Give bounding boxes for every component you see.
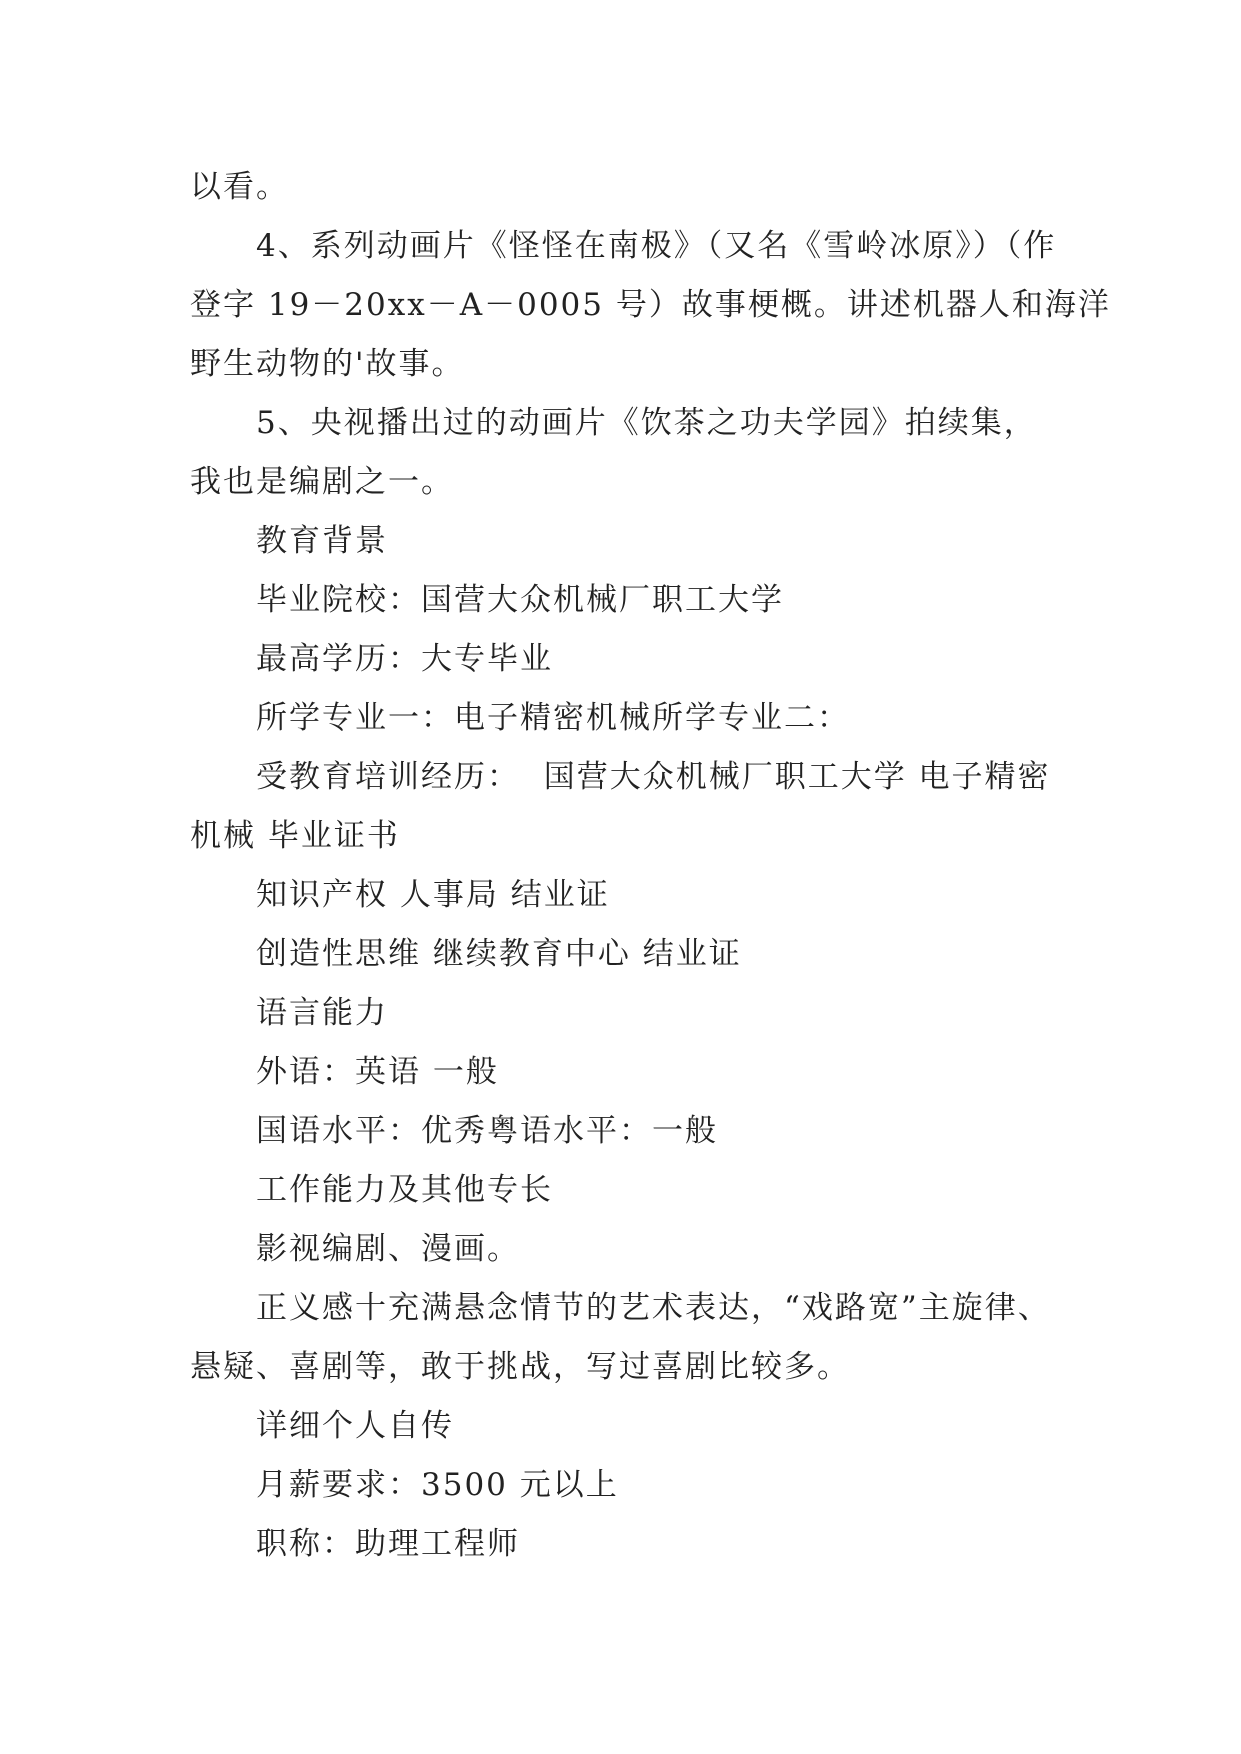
text-line: 受教育培训经历： 国营大众机械厂职工大学 电子精密 — [256, 759, 1051, 795]
text-line: 职称：助理工程师 — [256, 1526, 520, 1562]
text-line: 机械 毕业证书 — [190, 818, 400, 854]
text-line: 月薪要求：3500 元以上 — [256, 1467, 619, 1503]
section-heading: 工作能力及其他专长 — [256, 1172, 553, 1208]
text-line: 登字 19－20xx－A－0005 号）故事梗概。讲述机器人和海洋 — [190, 287, 1111, 323]
section-heading: 教育背景 — [256, 523, 388, 559]
text-line: 野生动物的'故事。 — [190, 346, 465, 382]
text-line: 4、系列动画片《怪怪在南极》（又名《雪岭冰原》）（作 — [256, 228, 1057, 264]
text-line: 最高学历：大专毕业 — [256, 641, 553, 677]
text-line: 正义感十充满悬念情节的艺术表达，“戏路宽”主旋律、 — [256, 1290, 1051, 1326]
text-line: 影视编剧、漫画。 — [256, 1231, 520, 1267]
text-line: 知识产权 人事局 结业证 — [256, 877, 610, 913]
text-line: 悬疑、喜剧等，敢于挑战，写过喜剧比较多。 — [190, 1349, 850, 1385]
section-heading: 详细个人自传 — [256, 1408, 454, 1444]
section-heading: 语言能力 — [256, 995, 388, 1031]
text-line: 所学专业一：电子精密机械所学专业二： — [256, 700, 850, 736]
text-line: 国语水平：优秀粤语水平：一般 — [256, 1113, 718, 1149]
document-body — [190, 158, 1111, 1574]
text-line: 外语：英语 一般 — [256, 1054, 499, 1090]
text-line: 创造性思维 继续教育中心 结业证 — [256, 936, 742, 972]
text-line: 我也是编剧之一。 — [190, 464, 454, 500]
text-line: 5、央视播出过的动画片《饮茶之功夫学园》拍续集， — [256, 405, 1037, 441]
text-line: 毕业院校：国营大众机械厂职工大学 — [256, 582, 784, 618]
text-line: 以看。 — [190, 169, 289, 205]
